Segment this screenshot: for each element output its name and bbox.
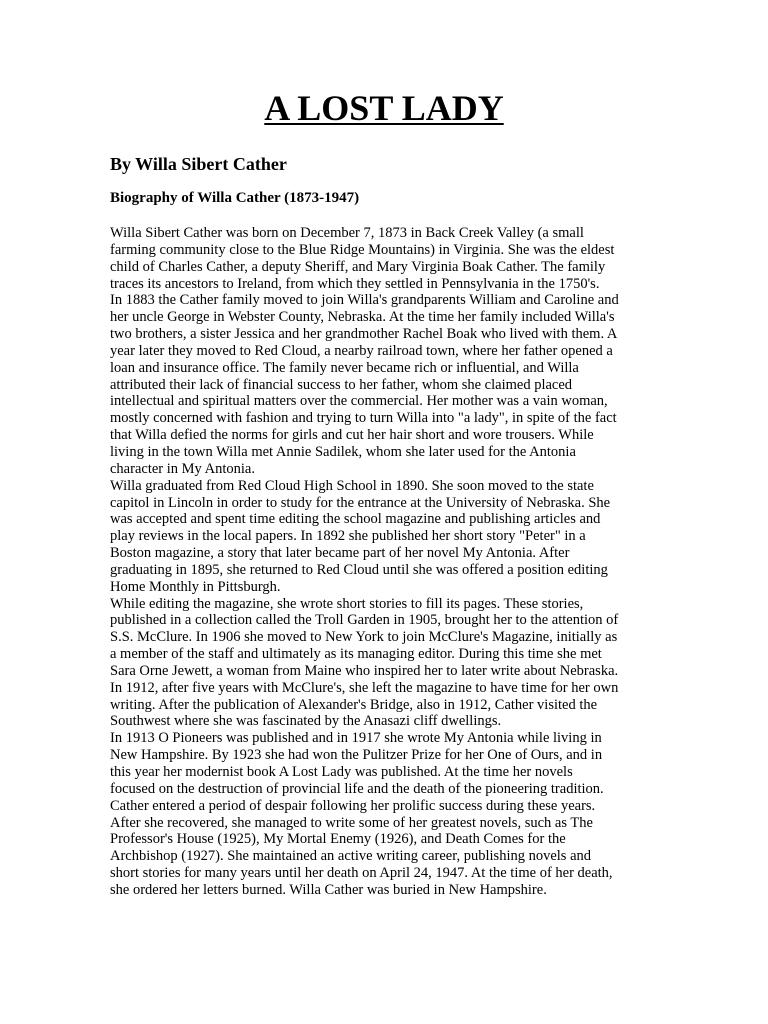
text-line: published in a collection called the Troll Garden in 1905, brought her to the attention of — [110, 612, 619, 629]
text-line: Southwest where she was fascinated by the Anasazi cliff dwellings. — [110, 713, 502, 730]
text-line: she ordered her letters burned. Willa Cather was buried in New Hampshire. — [110, 881, 547, 898]
text-line: two brothers, a sister Jessica and her grandmother Rachel Boak who lived with them. A — [110, 326, 618, 343]
text-line: short stories for many years until her death on April 24, 1947. At the time of her death, — [110, 865, 613, 882]
text-line: While editing the magazine, she wrote short stories to fill its pages. These stories, — [110, 595, 584, 612]
text-line: year later they moved to Red Cloud, a nearby railroad town, where her father opened a — [110, 342, 613, 359]
text-line: her uncle George in Webster County, Nebraska. At the time her family included Willa's — [110, 309, 615, 326]
text-line: Boston magazine, a story that later became part of her novel My Antonia. After — [110, 545, 570, 562]
text-line: S.S. McClure. In 1906 she moved to New York to join McClure's Magazine, initially as — [110, 629, 618, 646]
text-line: farming community close to the Blue Ridge Mountains) in Virginia. She was the eldest — [110, 241, 615, 258]
document-title: A LOST LADY — [264, 88, 504, 128]
text-line: a member of the staff and ultimately as its managing editor. During this time she met — [110, 646, 602, 663]
text-line: graduating in 1895, she returned to Red Cloud until she was offered a position editing — [110, 561, 608, 578]
text-line: living in the town Willa met Annie Sadilek, whom she later used for the Antonia — [110, 443, 576, 460]
text-line: loan and insurance office. The family never became rich or influential, and Willa — [110, 359, 579, 376]
text-line: Willa Sibert Cather was born on December 7, 1873 in Back Creek Valley (a small — [110, 225, 584, 241]
section-heading: Biography of Willa Cather (1873-1947) — [110, 190, 360, 206]
text-line: mostly concerned with fashion and trying to turn Willa into "a lady", in spite of the fact — [110, 410, 617, 427]
text-line: attributed their lack of financial success to her father, whom she claimed placed — [110, 376, 573, 393]
text-line: writing. After the publication of Alexander's Bridge, also in 1912, Cather visited the — [110, 696, 598, 713]
text-line: In 1913 O Pioneers was published and in 1917 she wrote My Antonia while living in — [110, 730, 602, 747]
text-line: play reviews in the local papers. In 1892 she published her short story "Peter" in a — [110, 528, 586, 545]
text-line: Home Monthly in Pittsburgh. — [110, 578, 281, 595]
text-line: Professor's House (1925), My Mortal Enemy (1926), and Death Comes for the — [110, 831, 566, 848]
text-line: character in My Antonia. — [110, 460, 255, 477]
text-line: Sara Orne Jewett, a woman from Maine who inspired her to later write about Nebraska. — [110, 662, 619, 679]
text-line: After she recovered, she managed to write some of her greatest novels, such as The — [110, 814, 593, 831]
text-line: capitol in Lincoln in order to study for the entrance at the University of Nebraska. She — [110, 494, 611, 511]
text-line: child of Charles Cather, a deputy Sheriff, and Mary Virginia Boak Cather. The family — [110, 258, 606, 275]
text-line: traces its ancestors to Ireland, from which they settled in Pennsylvania in the 1750's. — [110, 275, 600, 292]
text-line: this year her modernist book A Lost Lady was published. At the time her novels — [110, 764, 573, 780]
text-line: that Willa defied the norms for girls and cut her hair short and wore trousers. While — [110, 427, 594, 444]
text-line: Archbishop (1927). She maintained an active writing career, publishing novels and — [110, 848, 592, 865]
author-byline: By Willa Sibert Cather — [110, 154, 287, 174]
text-line: Cather entered a period of despair following her prolific success during these years. — [110, 797, 596, 814]
text-line: focused on the destruction of provincial life and the death of the pioneering tradition. — [110, 780, 604, 797]
text-line: Willa graduated from Red Cloud High School in 1890. She soon moved to the state — [110, 477, 594, 494]
text-line: was accepted and spent time editing the school magazine and publishing articles and — [110, 511, 601, 528]
biography-text — [110, 225, 658, 899]
document-page — [110, 86, 658, 899]
text-line: In 1912, after five years with McClure's, she left the magazine to have time for her own — [110, 679, 619, 696]
text-line: In 1883 the Cather family moved to join Willa's grandparents William and Caroline and — [110, 292, 619, 309]
text-line: intellectual and spiritual matters over the commercial. Her mother was a vain woman, — [110, 393, 608, 410]
text-line: New Hampshire. By 1923 she had won the Pulitzer Prize for her One of Ours, and in — [110, 747, 603, 764]
